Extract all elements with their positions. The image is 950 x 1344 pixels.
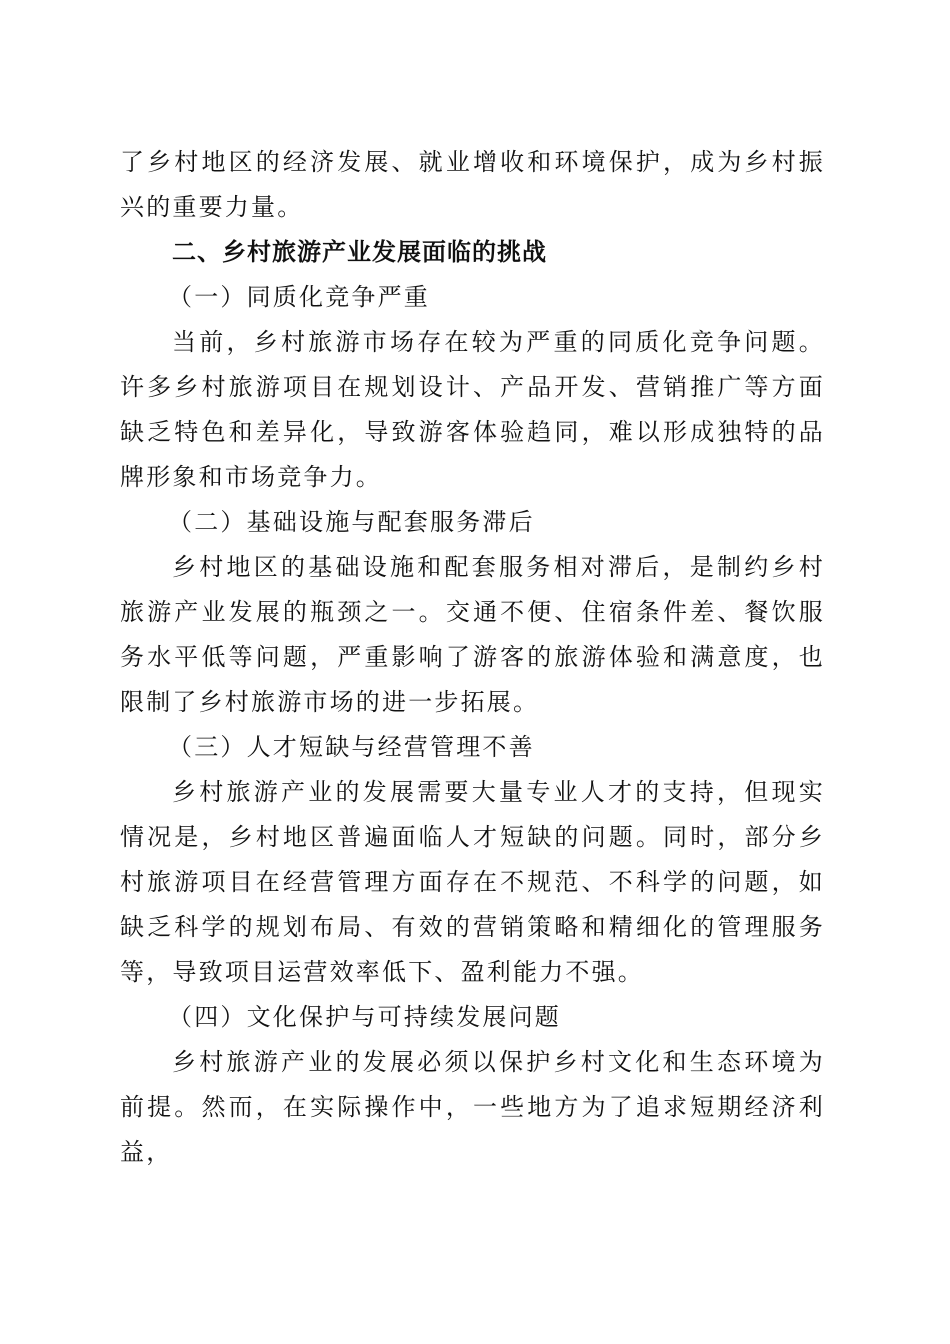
subsection-paragraph-1: 当前，乡村旅游市场存在较为严重的同质化竞争问题。许多乡村旅游项目在规划设计、产品开发、营销推广等方面缺乏特色和差异化，导致游客体验趋同，难以形成独特的品牌形象和市场竞争力。	[120, 328, 825, 491]
document-body	[120, 140, 825, 1175]
subsection-paragraph-2: 乡村地区的基础设施和配套服务相对滞后，是制约乡村旅游产业发展的瓶颈之一。交通不便、住宿条件差、餐饮服务水平低等问题，严重影响了游客的旅游体验和满意度，也限制了乡村旅游市场的进一步拓展。	[120, 553, 825, 716]
intro-continuation-paragraph: 了乡村地区的经济发展、就业增收和环境保护，成为乡村振兴的重要力量。	[120, 148, 825, 221]
subsection-heading-4: （四）文化保护与可持续发展问题	[168, 1003, 561, 1031]
subsection-heading-2: （二）基础设施与配套服务滞后	[168, 508, 535, 536]
section-heading: 二、乡村旅游产业发展面临的挑战	[172, 238, 547, 266]
subsection-paragraph-3: 乡村旅游产业的发展需要大量专业人才的支持，但现实情况是，乡村地区普遍面临人才短缺的问题。同时，部分乡村旅游项目在经营管理方面存在不规范、不科学的问题，如缺乏科学的规划布局、有效的营销策略和精细化的管理服务等，导致项目运营效率低下、盈利能力不强。	[120, 778, 825, 986]
subsection-heading-1: （一）同质化竞争严重	[168, 283, 430, 311]
subsection-paragraph-4: 乡村旅游产业的发展必须以保护乡村文化和生态环境为前提。然而，在实际操作中，一些地方为了追求短期经济利益，	[120, 1048, 825, 1166]
subsection-heading-3: （三）人才短缺与经营管理不善	[168, 733, 535, 761]
